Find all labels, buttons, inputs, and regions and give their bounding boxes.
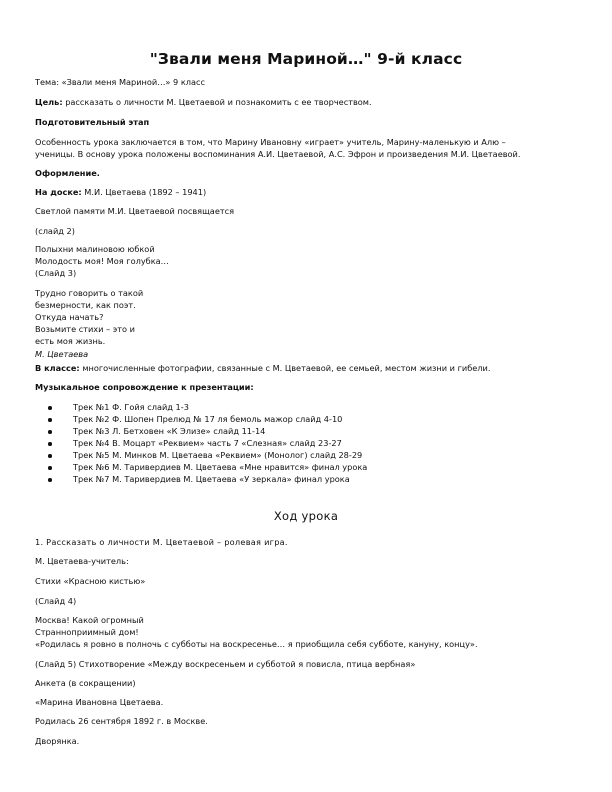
point-1: 1. Рассказать о личности М. Цветаевой – ролевая игра.	[35, 537, 288, 547]
bullet-icon	[48, 454, 52, 458]
goal-text: рассказать о личности М. Цветаевой и познакомить с ее творчеством.	[62, 97, 372, 107]
bullet-icon	[48, 406, 52, 410]
slide-3-label: (Слайд 3)	[35, 268, 77, 278]
prep-line-2: ученицы. В основу урока положены воспоминания А.И. Цветаевой, А.С. Эфрон и произведения М.И. Цветаевой.	[35, 149, 521, 159]
topic-line: Тема: «Звали меня Мариной…» 9 класс	[35, 77, 206, 87]
survey-name: «Марина Ивановна Цветаева.	[35, 697, 164, 707]
class-line	[35, 363, 490, 374]
music-heading: Музыкальное сопровождение к презентации:	[35, 382, 254, 392]
birth-line: Родилась 26 сентября 1892 г. в Москве.	[35, 716, 208, 726]
poem-2-line: есть моя жизнь.	[35, 336, 106, 346]
bullet-icon	[48, 478, 52, 482]
bullet-icon	[48, 442, 52, 446]
slide-4-label: (Слайд 4)	[35, 596, 77, 606]
poem-2-author: М. Цветаева	[35, 349, 89, 359]
poem-1-line: Полыхни малиновою юбкой	[35, 244, 155, 254]
poem-2-line: Возьмите стихи – это и	[35, 324, 135, 334]
noble-line: Дворянка.	[35, 736, 80, 746]
moscow-quote: «Родилась я ровно в полночь с субботы на воскресенье… я приобщила себя субботе, кануну, концу».	[35, 639, 478, 649]
document-page: "Звали меня Мариной…" 9-й класс Тема: «Звали меня Мариной…» 9 класс Цель: рассказать о личности М. Цветаевой и познакомить с ее творчеством. Подготовительный этап Особенность урока заключается в том, что Марину Ивановну «играет» учитель, Марину-маленькую и Алю – ученицы. В основу урока положены воспоминания А.И. Цветаевой, А.С. Эфрон и произведения М.И. Цветаевой. Оформление. На доске: М.И. Цветаева (1892 – 1941) Светлой памяти М.И. Цветаевой посвящается (слайд 2) Полыхни малиновою юбкой Молодость моя! Моя голубка… (Слайд 3) Трудно говорить о такой безмерности, как поэт. Откуда начать? Возьмите стихи – это и есть моя жизнь. М. Цветаева В классе: многочисленные фотографии, связанные с М. Цветаевой, ее семьей, местом жизни и гибели. Музыкальное сопровождение к презентации: Трек №1 Ф. Гойя слайд 1-3 Трек №2 Ф. Шопен Прелюд № 17 ля бемоль мажор слайд 4-10 Трек №3 Л. Бетховен «К Элизе» слайд 11-14 Трек №4 В. Моцарт «Реквием» часть 7 «Слезная» слайд 23-27 Трек №5 М. Минков М. Цветаева «Реквием» (Монолог) слайд 28-29 Трек №6 М. Таривердиев М. Цветаева «Мне нравится» финал урока Трек №7 М. Таривердиев М. Цветаева «У зеркала» финал урока Ход урока 1. Рассказать о личности М. Цветаевой – ролевая игра. М. Цветаева-учитель: Стихи «Красною кистью» (Слайд 4) Москва! Какой огромный Странноприимный дом! «Родилась я ровно в полночь с субботы на воскресенье… я приобщила себя субботе, кануну, концу». (Слайд 5) Стихотворение «Между воскресеньем и субботой я повисла, птица вербная» Анкета (в сокращении) «Марина Ивановна Цветаева. Родилась 26 сентября 1892 г. в Москве. Дворянка.	[0, 0, 612, 792]
survey-heading: Анкета (в сокращении)	[35, 678, 136, 688]
poem-1-line: Молодость моя! Моя голубка…	[35, 256, 169, 266]
prep-line-1: Особенность урока заключается в том, что Марину Ивановну «играет» учитель, Марину-маленькую и Алю –	[35, 137, 506, 147]
poem-2-line: Откуда начать?	[35, 312, 104, 322]
slide-2-label: (слайд 2)	[35, 226, 75, 236]
dedication-line: Светлой памяти М.И. Цветаевой посвящается	[35, 206, 235, 216]
goal-line	[35, 97, 372, 108]
decor-heading: Оформление.	[35, 168, 100, 178]
moscow-line: Москва! Какой огромный	[35, 615, 144, 625]
bullet-icon	[48, 418, 52, 422]
page-title: "Звали меня Мариной…" 9-й класс	[149, 50, 463, 68]
prep-heading: Подготовительный этап	[35, 117, 150, 127]
board-text: М.И. Цветаева (1892 – 1941)	[81, 187, 207, 197]
bullet-icon	[48, 466, 52, 470]
poem-2-line: Трудно говорить о такой	[35, 288, 144, 298]
board-label: На доске:	[35, 187, 82, 197]
bullet-icon	[48, 430, 52, 434]
class-label: В классе:	[35, 363, 80, 373]
lesson-heading: Ход урока	[273, 509, 339, 523]
class-text: многочисленные фотографии, связанные с М. Цветаевой, ее семьей, местом жизни и гибели.	[79, 363, 491, 373]
moscow-line: Странноприимный дом!	[35, 627, 139, 637]
board-line	[35, 187, 206, 198]
goal-label: Цель:	[35, 97, 63, 107]
poems-title: Стихи «Красною кистью»	[35, 576, 146, 586]
teacher-role: М. Цветаева-учитель:	[35, 556, 129, 566]
poem-2-line: безмерности, как поэт.	[35, 300, 136, 310]
slide-5-line: (Слайд 5) Стихотворение «Между воскресеньем и субботой я повисла, птица вербная»	[35, 659, 416, 669]
